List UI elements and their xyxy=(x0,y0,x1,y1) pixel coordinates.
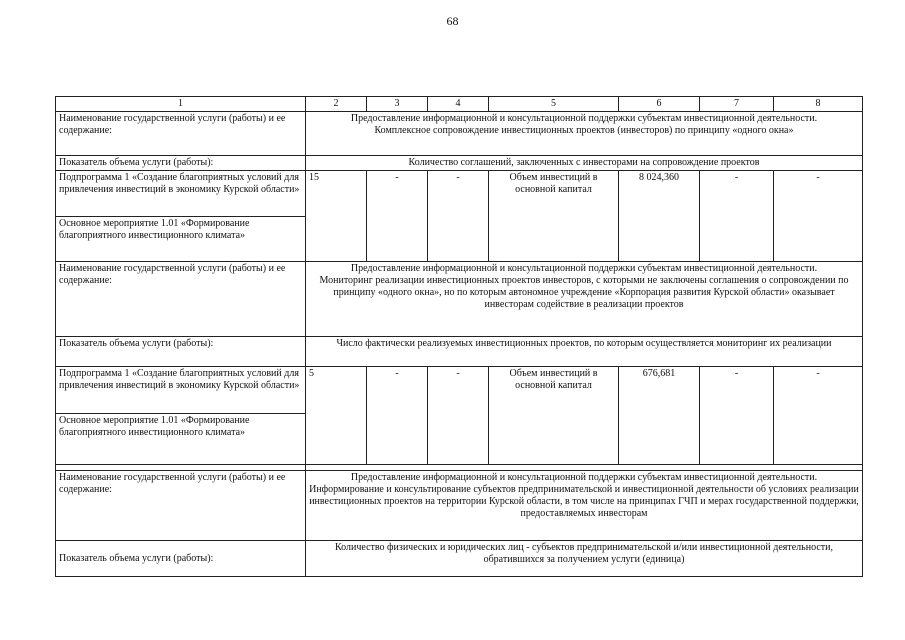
header-col-3: 3 xyxy=(367,97,428,112)
value-2-c8: - xyxy=(774,367,863,465)
header-col-8: 8 xyxy=(774,97,863,112)
header-row xyxy=(56,97,863,112)
service-text-1-line-1: Предоставление информационной и консультационной поддержки субъектам инвестиционной деятельности. xyxy=(350,113,818,124)
value-2-c4: - xyxy=(428,367,489,465)
value-1-c8: - xyxy=(774,171,863,262)
service-row-3 xyxy=(56,471,863,541)
subprogram-row-1 xyxy=(56,171,863,217)
value-2-c7: - xyxy=(700,367,774,465)
indicator-row-2 xyxy=(56,337,863,367)
indicator-row-3 xyxy=(56,541,863,577)
indicator-row-1 xyxy=(56,156,863,171)
service-text-3-line-2: Информирование и консультирование субъектов предпринимательской и инвестиционной деятельности об условиях реализации инвестиционных проектов на территории Курской области, в том числе на принципах ГЧП и мерах государственной поддержки, предоставляемых инвесторам xyxy=(309,484,859,519)
service-label-1: Наименование государственной услуги (работы) и ее содержание: xyxy=(56,112,306,156)
header-col-5: 5 xyxy=(489,97,619,112)
service-text-1-line-2: Комплексное сопровождение инвестиционных проектов (инвесторов) по принципу «одного окна» xyxy=(374,125,794,136)
service-text-2 xyxy=(306,262,863,337)
service-label-2: Наименование государственной услуги (работы) и ее содержание: xyxy=(56,262,306,337)
service-text-2-line-2: Мониторинг реализации инвестиционных проектов инвесторов, с которыми не заключены соглашения о сопровождении по принципу «одного окна», но по которым автономное учреждение «Корпорация развития Курской области» оказывает инвесторам содействие в реализации проектов xyxy=(319,275,849,310)
indicator-text-3: Количество физических и юридических лиц - субъектов предпринимательской и/или инвестиционной деятельности, обратившихся за получением услуги (единица) xyxy=(306,541,863,577)
value-2-c2: 5 xyxy=(306,367,367,465)
value-2-c5: Объем инвестиций в основной капитал xyxy=(489,367,619,465)
value-2-c3: - xyxy=(367,367,428,465)
subprogram-row-2 xyxy=(56,367,863,414)
value-1-c4: - xyxy=(428,171,489,262)
service-row-1 xyxy=(56,112,863,156)
measure-2: Основное мероприятие 1.01 «Формирование благоприятного инвестиционного климата» xyxy=(56,414,306,465)
header-col-2: 2 xyxy=(306,97,367,112)
measure-1: Основное мероприятие 1.01 «Формирование благоприятного инвестиционного климата» xyxy=(56,217,306,262)
page-number: 68 xyxy=(446,14,459,28)
subprogram-2: Подпрограмма 1 «Создание благоприятных условий для привлечения инвестиций в экономику Курской области» xyxy=(56,367,306,414)
indicator-text-2: Число фактически реализуемых инвестиционных проектов, по которым осуществляется мониторинг их реализации xyxy=(306,337,863,367)
service-text-2-line-1: Предоставление информационной и консультационной поддержки субъектам инвестиционной деятельности. xyxy=(350,263,818,274)
value-1-c5: Объем инвестиций в основной капитал xyxy=(489,171,619,262)
service-label-3: Наименование государственной услуги (работы) и ее содержание: xyxy=(56,471,306,541)
service-text-3 xyxy=(306,471,863,541)
header-col-4: 4 xyxy=(428,97,489,112)
indicator-text-1: Количество соглашений, заключенных с инвесторами на сопровождение проектов xyxy=(306,156,863,171)
value-1-c7: - xyxy=(700,171,774,262)
value-1-c3: - xyxy=(367,171,428,262)
indicator-label-2: Показатель объема услуги (работы): xyxy=(56,337,306,367)
value-2-c6: 676,681 xyxy=(619,367,700,465)
header-col-7: 7 xyxy=(700,97,774,112)
header-col-1: 1 xyxy=(56,97,306,112)
service-text-3-line-1: Предоставление информационной и консультационной поддержки субъектам инвестиционной деятельности. xyxy=(350,472,818,483)
indicator-label-3: Показатель объема услуги (работы): xyxy=(56,541,306,577)
value-1-c2: 15 xyxy=(306,171,367,262)
indicator-label-1: Показатель объема услуги (работы): xyxy=(56,156,306,171)
service-text-1 xyxy=(306,112,863,156)
value-1-c6: 8 024,360 xyxy=(619,171,700,262)
service-row-2 xyxy=(56,262,863,337)
header-col-6: 6 xyxy=(619,97,700,112)
subprogram-1: Подпрограмма 1 «Создание благоприятных условий для привлечения инвестиций в экономику Курской области» xyxy=(56,171,306,217)
services-table xyxy=(55,96,863,577)
